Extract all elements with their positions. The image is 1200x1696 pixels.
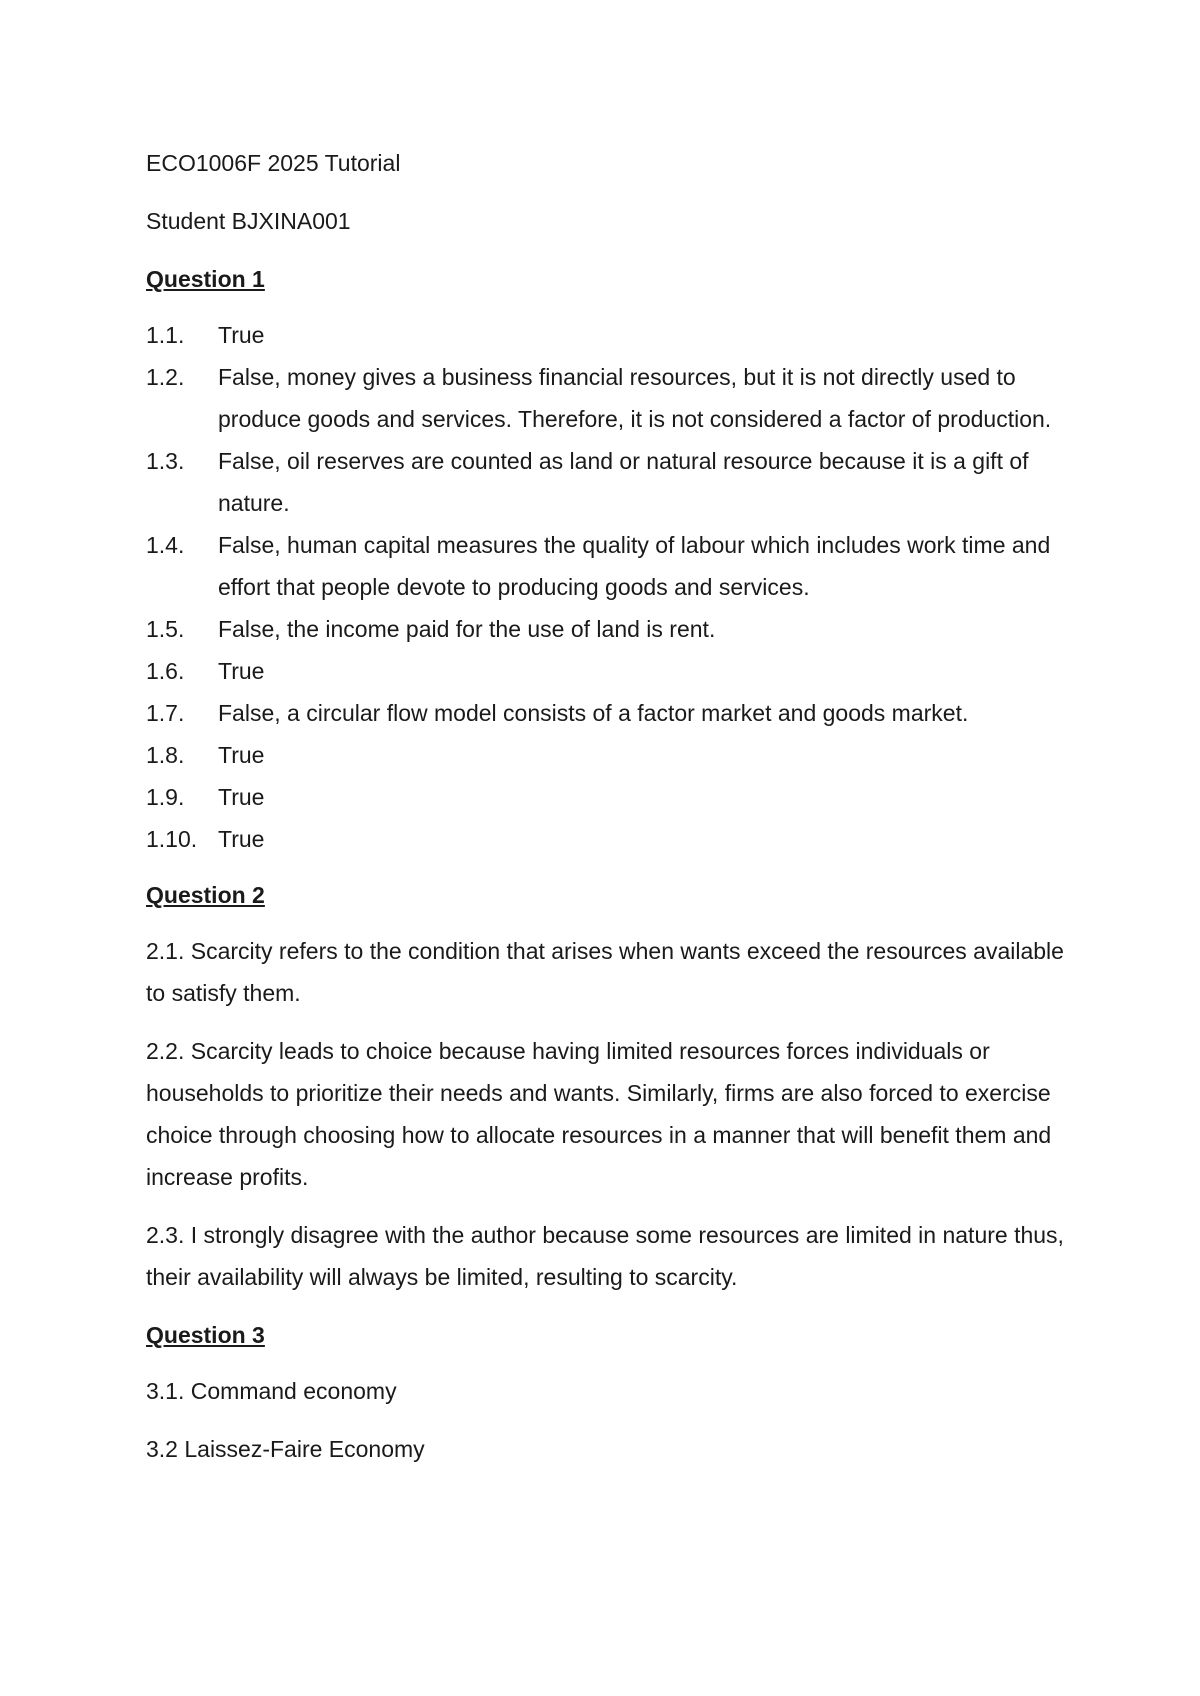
question-1-list	[146, 314, 1066, 860]
item-text: True	[218, 658, 265, 684]
answer-2-2: 2.2. Scarcity leads to choice because having limited resources forces individuals or households to prioritize their needs and wants. Similarly, firms are also forced to exercise choice through choosing how to allocate resources in a manner that will benefit them and increase profits.	[146, 1038, 1052, 1190]
list-item	[146, 608, 1066, 650]
question-2-heading: Question 2	[146, 882, 265, 908]
item-text: False, oil reserves are counted as land or natural resource because it is a gift of nature.	[218, 448, 1029, 516]
item-number: 1.9.	[146, 784, 185, 810]
student-id: Student BJXINA001	[146, 208, 351, 234]
item-text: False, the income paid for the use of land is rent.	[218, 616, 716, 642]
course-title: ECO1006F 2025 Tutorial	[146, 150, 401, 176]
list-item	[146, 692, 1066, 734]
item-number: 1.5.	[146, 616, 185, 642]
list-item	[146, 440, 1066, 524]
item-text: True	[218, 784, 265, 810]
list-item	[146, 524, 1066, 608]
list-item	[146, 734, 1066, 776]
item-number: 1.6.	[146, 658, 185, 684]
list-item	[146, 818, 1066, 860]
item-number: 1.10.	[146, 826, 198, 852]
answer-2-3: 2.3. I strongly disagree with the author because some resources are limited in nature thus, their availability will always be limited, resulting to scarcity.	[146, 1222, 1064, 1290]
item-text: False, money gives a business financial resources, but it is not directly used to produce goods and services. Therefore, it is not considered a factor of production.	[218, 364, 1052, 432]
item-number: 1.7.	[146, 700, 185, 726]
question-3-heading: Question 3	[146, 1322, 265, 1348]
item-number: 1.1.	[146, 322, 185, 348]
list-item	[146, 650, 1066, 692]
answer-3-1: 3.1. Command economy	[146, 1378, 397, 1404]
item-text: False, a circular flow model consists of a factor market and goods market.	[218, 700, 969, 726]
item-number: 1.4.	[146, 532, 185, 558]
document-body	[146, 142, 1066, 1486]
answer-2-1: 2.1. Scarcity refers to the condition that arises when wants exceed the resources available to satisfy them.	[146, 938, 1064, 1006]
item-text: True	[218, 742, 265, 768]
item-number: 1.3.	[146, 448, 185, 474]
list-item	[146, 776, 1066, 818]
item-number: 1.2.	[146, 364, 185, 390]
item-number: 1.8.	[146, 742, 185, 768]
item-text: False, human capital measures the quality of labour which includes work time and effort that people devote to producing goods and services.	[218, 532, 1051, 600]
question-1-heading: Question 1	[146, 266, 265, 292]
list-item	[146, 356, 1066, 440]
answer-3-2: 3.2 Laissez-Faire Economy	[146, 1436, 425, 1462]
item-text: True	[218, 826, 265, 852]
list-item	[146, 314, 1066, 356]
item-text: True	[218, 322, 265, 348]
